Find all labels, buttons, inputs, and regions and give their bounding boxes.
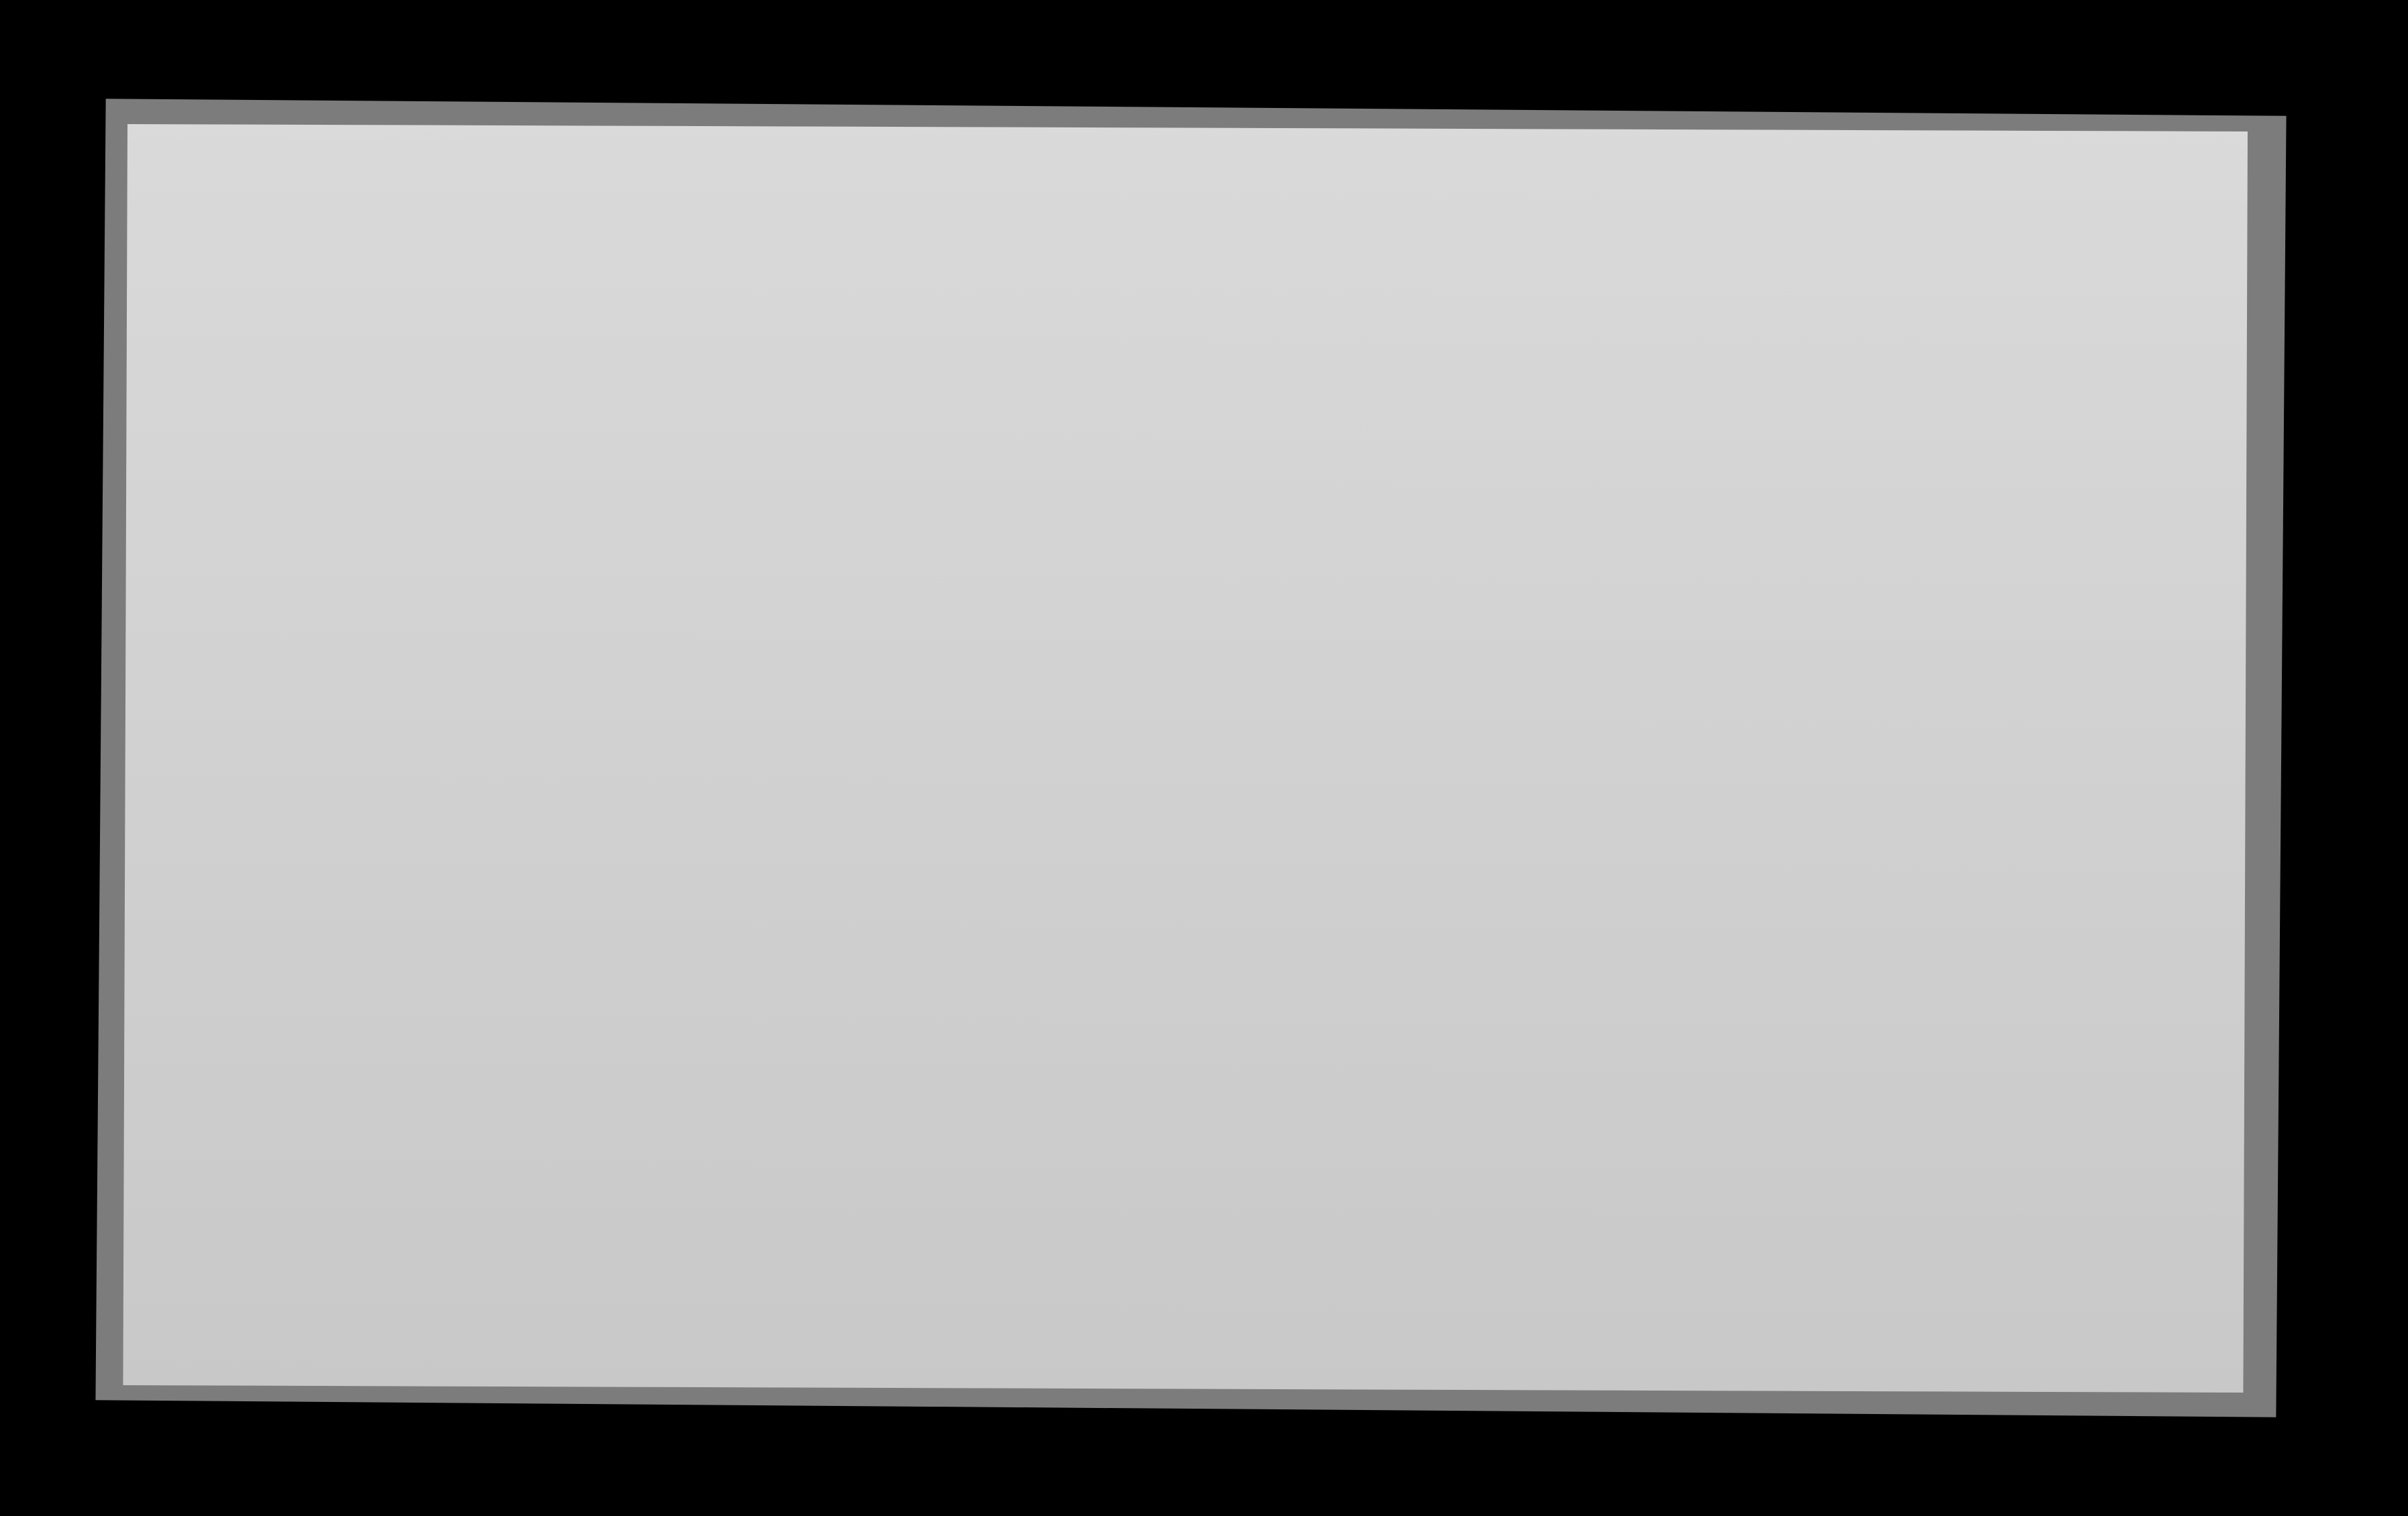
census-card bbox=[123, 124, 2248, 1393]
